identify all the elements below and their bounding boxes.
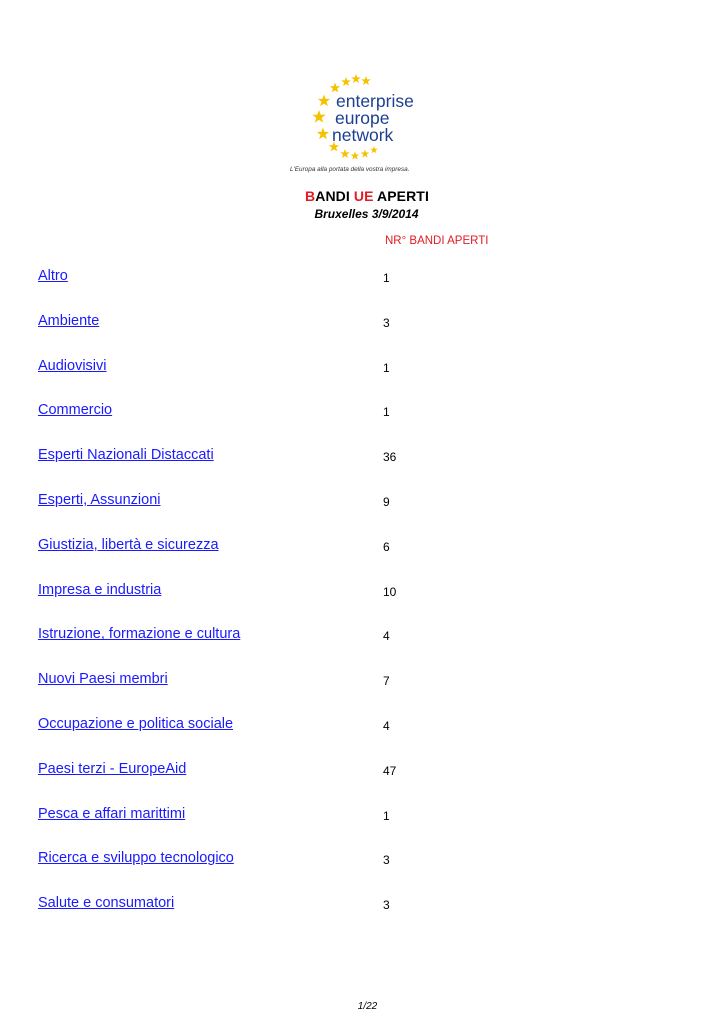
category-link[interactable]: Ricerca e sviluppo tecnologico [38, 850, 234, 867]
category-link[interactable]: Istruzione, formazione e cultura [38, 626, 241, 643]
list-item [38, 535, 678, 580]
category-count: 4 [383, 629, 390, 644]
logo-tagline: L'Europa alla portata della vostra impresa. [290, 166, 410, 173]
list-item [38, 714, 678, 759]
logo-line-3: network [332, 125, 394, 145]
category-link[interactable]: Salute e consumatori [38, 895, 175, 912]
list-item [38, 759, 678, 804]
category-count: 4 [383, 718, 390, 733]
category-link[interactable]: Paesi terzi - EuropeAid [38, 760, 187, 777]
category-link[interactable]: Giustizia, libertà e sicurezza [38, 536, 219, 553]
list-item [38, 580, 678, 625]
category-count: 3 [383, 853, 390, 868]
category-link[interactable]: Impresa e industria [38, 581, 162, 598]
list-item [38, 804, 678, 849]
list-item [38, 356, 678, 401]
list-item [38, 445, 678, 490]
logo-graphic [288, 74, 440, 166]
list-item [38, 669, 678, 714]
category-link[interactable]: Ambiente [38, 312, 100, 329]
enterprise-europe-network-logo [288, 74, 440, 178]
list-item [38, 893, 678, 938]
title-word: ANDI [315, 188, 354, 204]
title-initial: B [305, 188, 316, 204]
list-item [38, 490, 678, 535]
category-list [38, 266, 678, 938]
page-number: 1/22 [357, 1001, 378, 1012]
category-count: 1 [383, 360, 390, 375]
category-count: 1 [383, 808, 390, 823]
list-item [38, 311, 678, 356]
list-item [38, 400, 678, 445]
category-count: 1 [383, 405, 390, 420]
category-count: 6 [383, 539, 390, 554]
page-subtitle: Bruxelles 3/9/2014 [314, 207, 419, 221]
category-link[interactable]: Esperti, Assunzioni [38, 491, 161, 508]
page-title [9, 188, 725, 204]
list-item [38, 848, 678, 893]
category-link[interactable]: Esperti Nazionali Distaccati [38, 447, 214, 464]
category-link[interactable]: Commercio [38, 402, 113, 419]
category-count: 3 [383, 898, 390, 913]
category-link[interactable]: Altro [38, 268, 68, 284]
category-count: 1 [383, 271, 390, 285]
category-count: 3 [383, 315, 390, 330]
category-count: 10 [383, 584, 397, 599]
count-column-heading: NR° BANDI APERTI [385, 235, 489, 247]
title-tail: APERTI [373, 188, 429, 204]
category-count: 36 [383, 450, 397, 465]
category-count: 9 [383, 494, 390, 509]
category-link[interactable]: Occupazione e politica sociale [38, 715, 234, 732]
title-ue: UE [353, 188, 374, 204]
list-item [38, 266, 678, 311]
logo-line-1: enterprise [336, 91, 414, 111]
category-count: 7 [383, 674, 390, 689]
document-header [0, 188, 725, 221]
category-link[interactable]: Nuovi Paesi membri [38, 671, 168, 688]
category-link[interactable]: Audiovisivi [38, 357, 107, 374]
category-count: 47 [383, 763, 397, 778]
category-link[interactable]: Pesca e affari marittimi [38, 805, 186, 822]
logo-line-2: europe [335, 108, 390, 128]
list-item [38, 624, 678, 669]
